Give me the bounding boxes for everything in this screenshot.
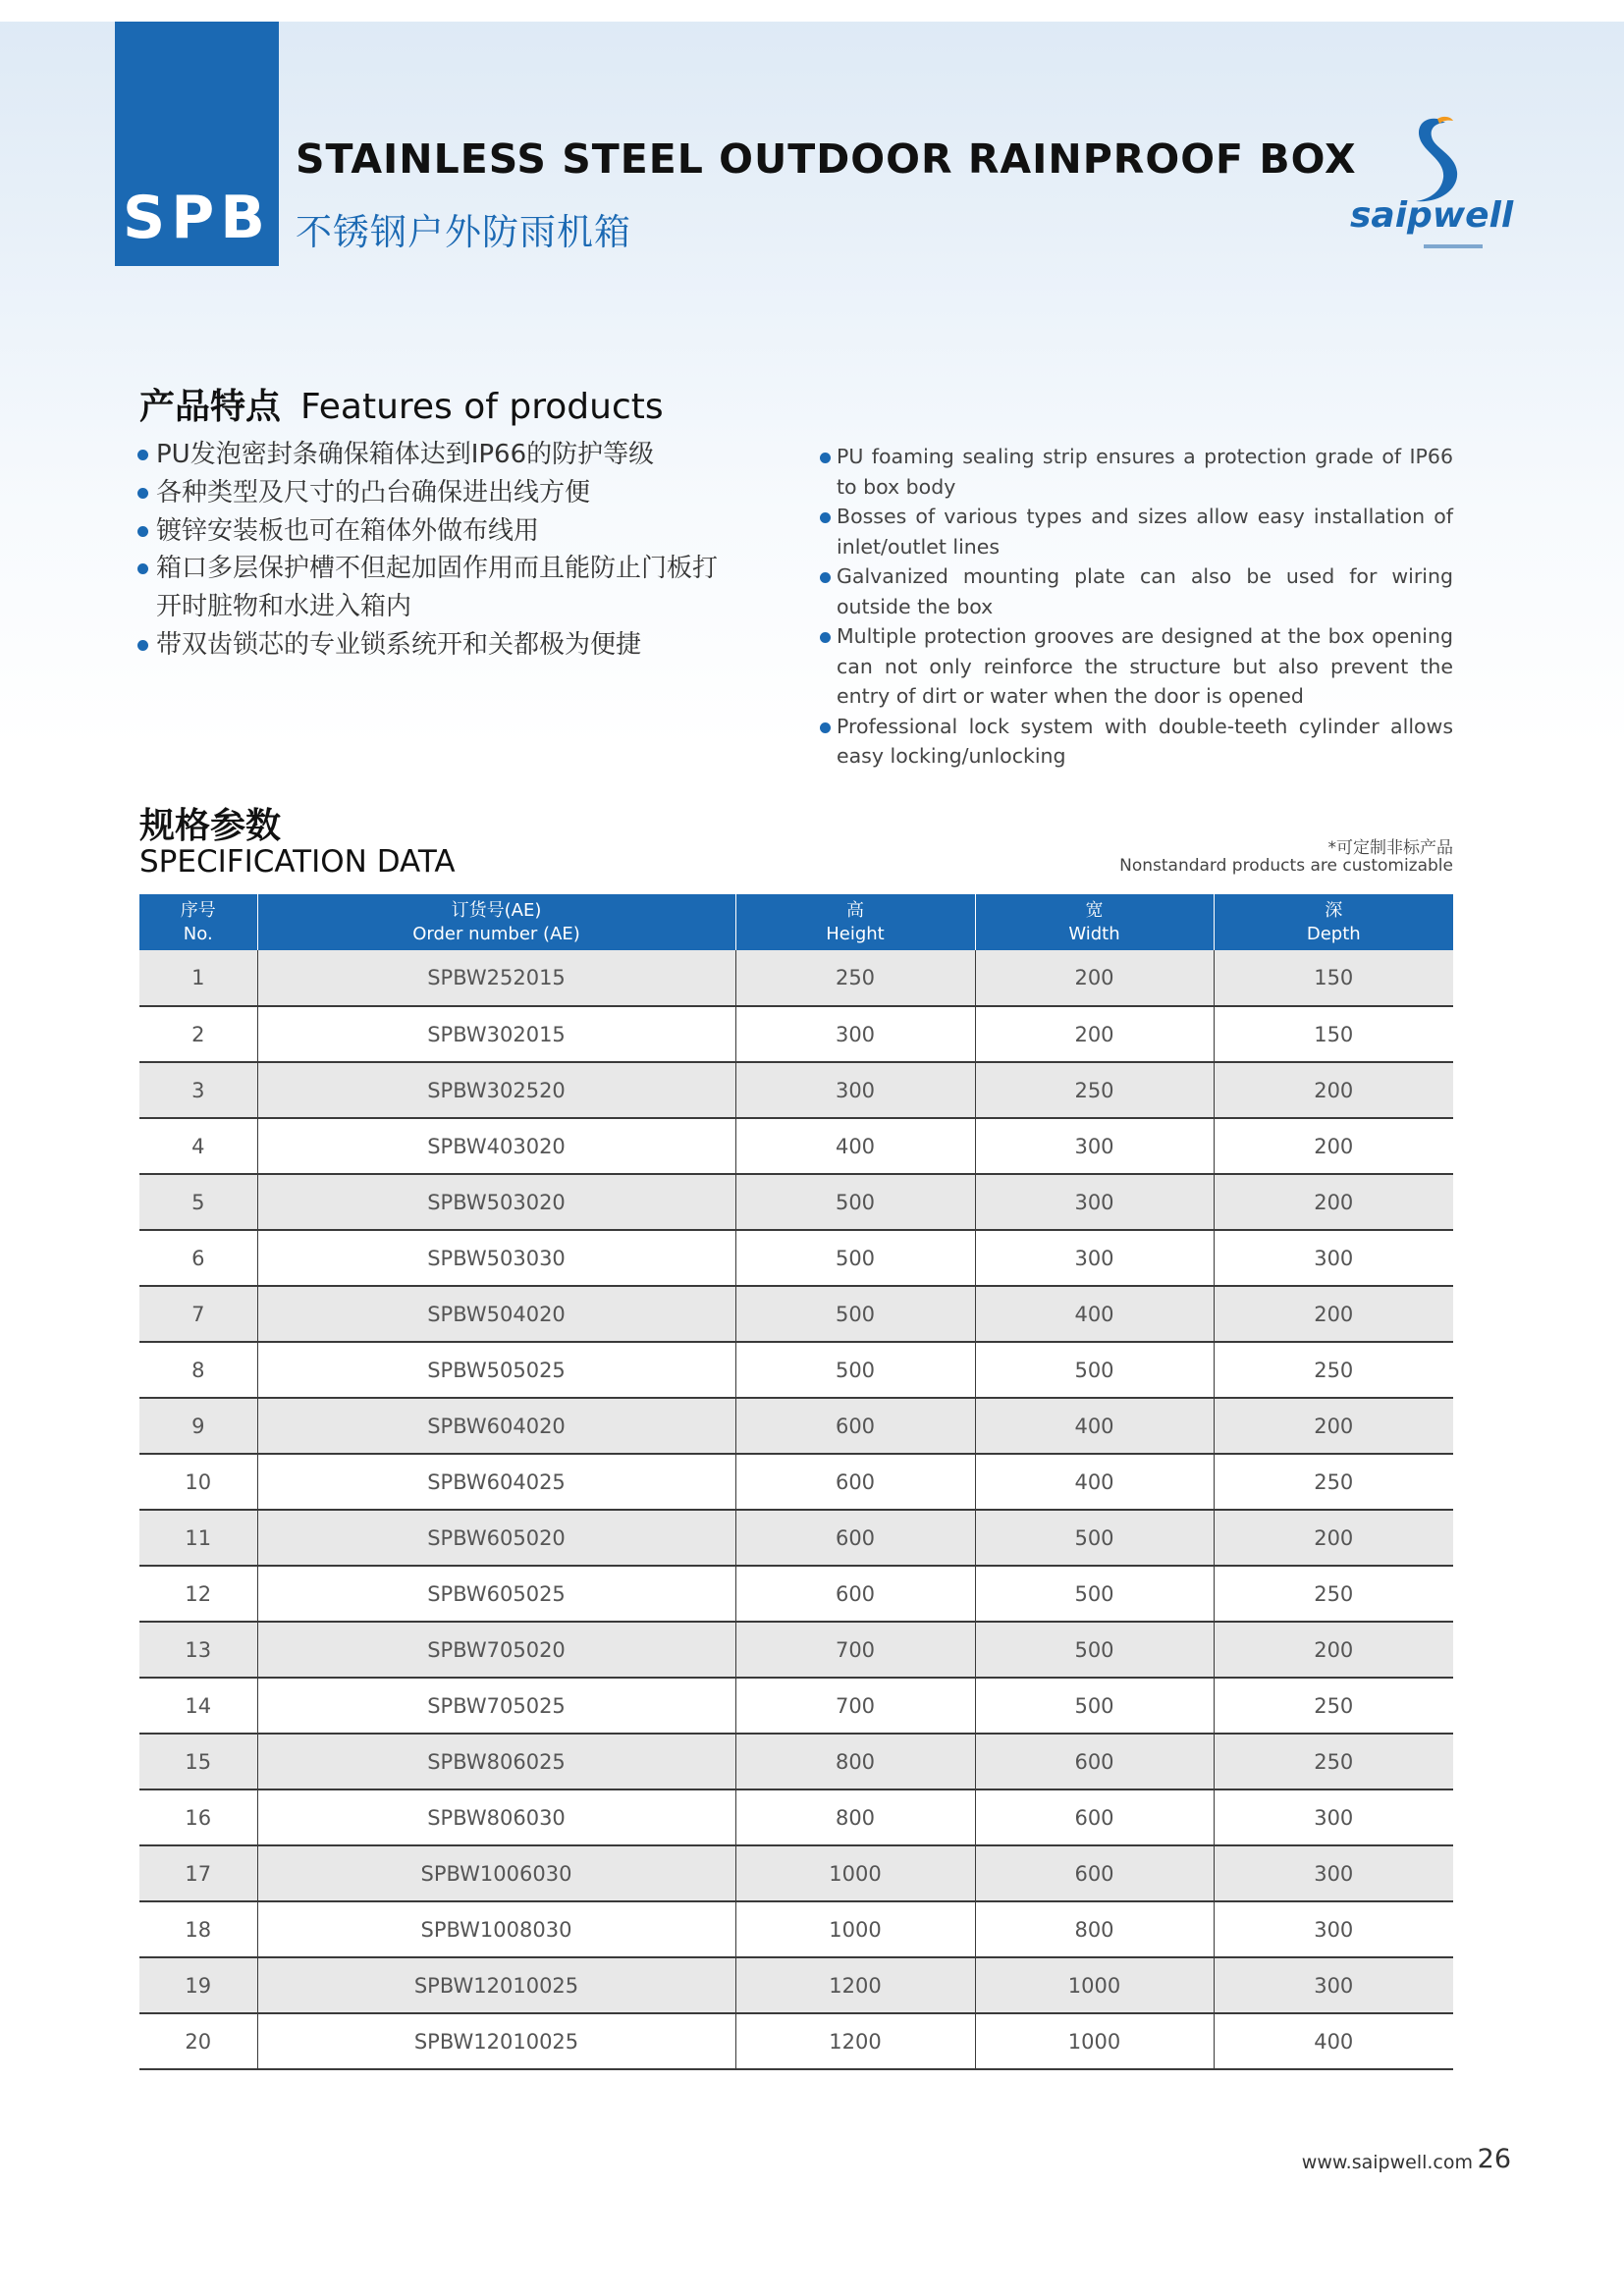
cell-depth: 250: [1214, 1342, 1453, 1398]
cell-depth: 200: [1214, 1174, 1453, 1230]
custom-note-cn: *可定制非标产品: [1327, 838, 1453, 858]
feature-item-en: Multiple protection grooves are designed at the box opening can not only reinforce the structure but also prevent the entry of dirt or water when the door is opened: [820, 621, 1453, 712]
column-header-no: 序号 No.: [139, 894, 257, 950]
cell-height: 500: [735, 1174, 975, 1230]
cell-no: 5: [139, 1174, 257, 1230]
cell-depth: 200: [1214, 1286, 1453, 1342]
cell-height: 400: [735, 1118, 975, 1174]
cell-height: 300: [735, 1062, 975, 1118]
cell-depth: 200: [1214, 1398, 1453, 1454]
cell-depth: 250: [1214, 1566, 1453, 1622]
cell-height: 250: [735, 950, 975, 1006]
cell-no: 9: [139, 1398, 257, 1454]
cell-order-number: SPBW504020: [257, 1286, 735, 1342]
cell-height: 1000: [735, 1845, 975, 1901]
bullet-icon: [137, 563, 148, 574]
cell-order-number: SPBW302520: [257, 1062, 735, 1118]
cell-depth: 200: [1214, 1510, 1453, 1566]
cell-height: 1200: [735, 2013, 975, 2069]
bullet-icon: [820, 453, 831, 463]
cell-height: 500: [735, 1230, 975, 1286]
cell-order-number: SPBW604025: [257, 1454, 735, 1510]
cell-no: 14: [139, 1678, 257, 1734]
table-header-row: [139, 894, 1453, 950]
bullet-icon: [820, 572, 831, 583]
feature-item-cn: PU发泡密封条确保箱体达到IP66的防护等级: [137, 436, 727, 474]
cell-height: 600: [735, 1510, 975, 1566]
feature-item-en: Galvanized mounting plate can also be used for wiring outside the box: [820, 561, 1453, 621]
table-row: [139, 1845, 1453, 1901]
cell-no: 17: [139, 1845, 257, 1901]
cell-depth: 300: [1214, 1845, 1453, 1901]
cell-height: 500: [735, 1342, 975, 1398]
cell-order-number: SPBW12010025: [257, 2013, 735, 2069]
cell-depth: 200: [1214, 1062, 1453, 1118]
logo-tagline-bar: [1424, 244, 1483, 248]
cell-width: 400: [975, 1454, 1214, 1510]
cell-height: 600: [735, 1566, 975, 1622]
series-code-block: [115, 22, 279, 266]
table-row: [139, 1510, 1453, 1566]
cell-width: 500: [975, 1510, 1214, 1566]
cell-width: 400: [975, 1398, 1214, 1454]
table-row: [139, 950, 1453, 1006]
cell-height: 1200: [735, 1957, 975, 2013]
cell-width: 600: [975, 1789, 1214, 1845]
cell-depth: 250: [1214, 1454, 1453, 1510]
cell-no: 19: [139, 1957, 257, 2013]
cell-depth: 300: [1214, 1901, 1453, 1957]
cell-width: 250: [975, 1062, 1214, 1118]
cell-no: 12: [139, 1566, 257, 1622]
table-row: [139, 1622, 1453, 1678]
cell-order-number: SPBW252015: [257, 950, 735, 1006]
cell-width: 1000: [975, 1957, 1214, 2013]
cell-order-number: SPBW505025: [257, 1342, 735, 1398]
features-heading: [139, 379, 664, 429]
cell-order-number: SPBW605020: [257, 1510, 735, 1566]
cell-width: 600: [975, 1734, 1214, 1789]
cell-no: 7: [139, 1286, 257, 1342]
cell-no: 3: [139, 1062, 257, 1118]
cell-height: 800: [735, 1734, 975, 1789]
swan-logo-icon: [1394, 113, 1473, 206]
table-row: [139, 1734, 1453, 1789]
feature-item-cn: 带双齿锁芯的专业锁系统开和关都极为便捷: [137, 626, 727, 665]
features-heading-cn: 产品特点: [139, 387, 282, 427]
table-row: [139, 1174, 1453, 1230]
cell-depth: 300: [1214, 1230, 1453, 1286]
feature-item-cn: 箱口多层保护槽不但起加固作用而且能防止门板打开时脏物和水进入箱内: [137, 550, 727, 626]
cell-width: 200: [975, 1006, 1214, 1062]
cell-width: 300: [975, 1118, 1214, 1174]
column-header-order-number: 订货号(AE) Order number (AE): [257, 894, 735, 950]
feature-item-en: Bosses of various types and sizes allow easy installation of inlet/outlet lines: [820, 502, 1453, 561]
footer-url: www.saipwell.com: [1301, 2152, 1473, 2173]
cell-order-number: SPBW302015: [257, 1006, 735, 1062]
page-number: 26: [1477, 2144, 1511, 2174]
feature-item-en: Professional lock system with double-teeth cylinder allows easy locking/unlocking: [820, 712, 1453, 772]
cell-no: 13: [139, 1622, 257, 1678]
features-heading-en: Features of products: [300, 387, 664, 427]
cell-width: 300: [975, 1174, 1214, 1230]
table-row: [139, 1398, 1453, 1454]
bullet-icon: [137, 526, 148, 537]
table-row: [139, 2013, 1453, 2069]
cell-width: 500: [975, 1342, 1214, 1398]
cell-height: 600: [735, 1398, 975, 1454]
cell-width: 500: [975, 1566, 1214, 1622]
cell-no: 10: [139, 1454, 257, 1510]
column-header-height: 高 Height: [735, 894, 975, 950]
spec-table-body: [139, 950, 1453, 2069]
cell-no: 1: [139, 950, 257, 1006]
cell-no: 16: [139, 1789, 257, 1845]
cell-order-number: SPBW503030: [257, 1230, 735, 1286]
cell-width: 500: [975, 1678, 1214, 1734]
cell-order-number: SPBW705025: [257, 1678, 735, 1734]
spec-heading-cn: 规格参数: [139, 806, 282, 846]
cell-depth: 250: [1214, 1678, 1453, 1734]
bullet-icon: [137, 488, 148, 499]
cell-order-number: SPBW604020: [257, 1398, 735, 1454]
column-header-depth: 深 Depth: [1214, 894, 1453, 950]
saipwell-logo: [1345, 113, 1512, 260]
feature-item-cn: 镀锌安装板也可在箱体外做布线用: [137, 512, 727, 551]
page-title-cn: 不锈钢户外防雨机箱: [296, 211, 631, 253]
cell-width: 500: [975, 1622, 1214, 1678]
cell-no: 15: [139, 1734, 257, 1789]
cell-width: 600: [975, 1845, 1214, 1901]
table-row: [139, 1006, 1453, 1062]
cell-width: 1000: [975, 2013, 1214, 2069]
features-list-cn: [137, 436, 727, 665]
cell-height: 600: [735, 1454, 975, 1510]
cell-depth: 150: [1214, 950, 1453, 1006]
cell-depth: 400: [1214, 2013, 1453, 2069]
feature-item-en: PU foaming sealing strip ensures a protection grade of IP66 to box body: [820, 442, 1453, 502]
cell-depth: 250: [1214, 1734, 1453, 1789]
cell-height: 500: [735, 1286, 975, 1342]
cell-order-number: SPBW12010025: [257, 1957, 735, 2013]
table-row: [139, 1789, 1453, 1845]
cell-no: 11: [139, 1510, 257, 1566]
table-row: [139, 1286, 1453, 1342]
cell-height: 700: [735, 1622, 975, 1678]
cell-order-number: SPBW1006030: [257, 1845, 735, 1901]
cell-no: 4: [139, 1118, 257, 1174]
bullet-icon: [820, 722, 831, 733]
cell-no: 20: [139, 2013, 257, 2069]
custom-note-en: Nonstandard products are customizable: [1119, 856, 1453, 876]
cell-depth: 150: [1214, 1006, 1453, 1062]
cell-height: 300: [735, 1006, 975, 1062]
cell-order-number: SPBW605025: [257, 1566, 735, 1622]
cell-order-number: SPBW403020: [257, 1118, 735, 1174]
spec-table: [139, 894, 1453, 2070]
table-row: [139, 1230, 1453, 1286]
table-row: [139, 1062, 1453, 1118]
series-code: SPB: [123, 184, 271, 252]
cell-order-number: SPBW705020: [257, 1622, 735, 1678]
cell-width: 400: [975, 1286, 1214, 1342]
cell-order-number: SPBW806025: [257, 1734, 735, 1789]
features-list-en: [820, 442, 1453, 772]
table-row: [139, 1342, 1453, 1398]
cell-order-number: SPBW806030: [257, 1789, 735, 1845]
table-row: [139, 1454, 1453, 1510]
table-row: [139, 1566, 1453, 1622]
cell-height: 800: [735, 1789, 975, 1845]
cell-width: 300: [975, 1230, 1214, 1286]
cell-depth: 300: [1214, 1957, 1453, 2013]
cell-width: 200: [975, 950, 1214, 1006]
cell-depth: 200: [1214, 1118, 1453, 1174]
cell-no: 6: [139, 1230, 257, 1286]
cell-order-number: SPBW1008030: [257, 1901, 735, 1957]
spec-heading-en: SPECIFICATION DATA: [139, 844, 456, 880]
bullet-icon: [820, 512, 831, 523]
top-margin: [0, 0, 1624, 22]
table-row: [139, 1957, 1453, 2013]
cell-height: 700: [735, 1678, 975, 1734]
bullet-icon: [137, 450, 148, 460]
bullet-icon: [820, 632, 831, 643]
logo-wordmark: saipwell: [1350, 195, 1514, 236]
cell-width: 800: [975, 1901, 1214, 1957]
column-header-width: 宽 Width: [975, 894, 1214, 950]
cell-order-number: SPBW503020: [257, 1174, 735, 1230]
cell-no: 2: [139, 1006, 257, 1062]
cell-depth: 200: [1214, 1622, 1453, 1678]
table-row: [139, 1678, 1453, 1734]
table-row: [139, 1901, 1453, 1957]
cell-no: 18: [139, 1901, 257, 1957]
table-row: [139, 1118, 1453, 1174]
cell-no: 8: [139, 1342, 257, 1398]
bullet-icon: [137, 640, 148, 651]
cell-depth: 300: [1214, 1789, 1453, 1845]
feature-item-cn: 各种类型及尺寸的凸台确保进出线方便: [137, 474, 727, 512]
cell-height: 1000: [735, 1901, 975, 1957]
page-title-en: STAINLESS STEEL OUTDOOR RAINPROOF BOX: [296, 135, 1357, 183]
